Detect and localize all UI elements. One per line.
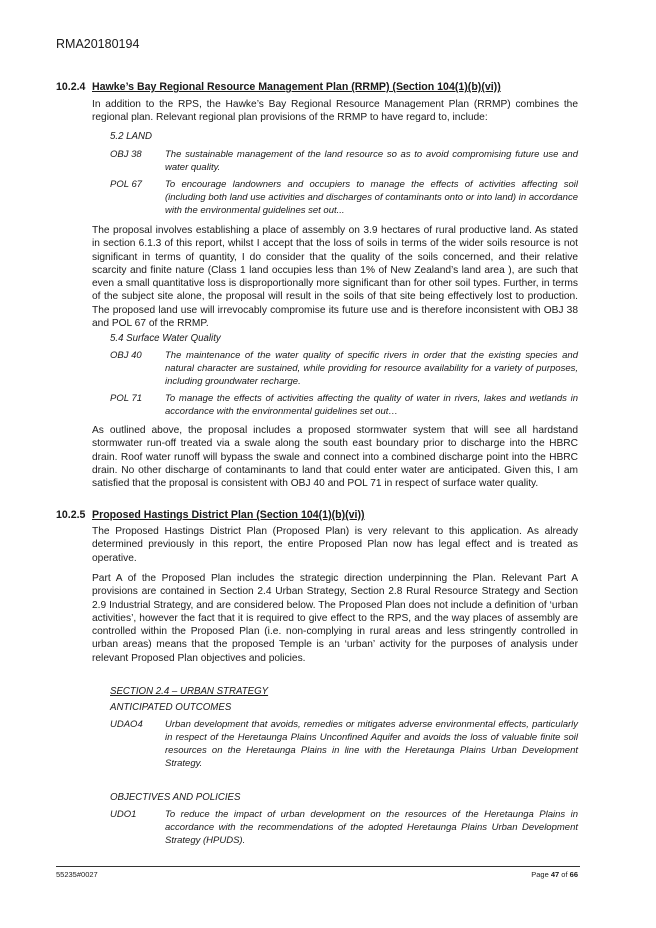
section-heading-10-2-5 [56,509,365,521]
provision-pol71 [110,392,578,418]
section-heading-10-2-4 [56,81,501,93]
section-title: Hawke’s Bay Regional Resource Management Plan (RRMP) (Section 104(1)(b)(vi)) [92,81,501,93]
footer-divider [56,866,580,867]
footer-document-ref: 55235#0027 [56,870,98,879]
provision-text: The sustainable management of the land resource so as to avoid compromising future use and water quality. [165,149,578,173]
district-plan-paragraph-1: The Proposed Hastings District Plan (Proposed Plan) is very relevant to this application. As already determined previously in this report, the entire Proposed Plan now has legal effect and is treated as operative. [92,526,578,564]
provision-code: UDO1 [110,809,137,820]
provision-obj38 [110,148,578,174]
subheading-objectives-policies: OBJECTIVES AND POLICIES [110,792,241,803]
rrmp-intro-paragraph: In addition to the RPS, the Hawke’s Bay Regional Resource Management Plan (RRMP) combines the regional plan. Relevant regional plan provisions of the RRMP to have regard to, include: [92,99,578,124]
document-id: RMA20180194 [56,37,140,51]
section-title: Proposed Hastings District Plan (Section 104(1)(b)(vi)) [92,509,365,521]
provision-text: The maintenance of the water quality of specific rivers in order that the existing species and natural character are sustained, while providing for resource availability for a variety of purposes, including groundwater recharge. [165,350,578,387]
provision-code: UDAO4 [110,719,143,730]
page-current: 47 [550,870,560,879]
footer-page-number [531,870,578,879]
subheading-surface-water: 5.4 Surface Water Quality [110,333,221,344]
provision-text: Urban development that avoids, remedies or mitigates adverse environmental effects, particularly in respect of the Heretaunga Plains Unconfined Aquifer and avoids the loss of valuable finite soil resources on the Heretaunga Plains in line with the Heretaunga Plains Urban Development Strategy. [165,719,578,769]
page-prefix: Page [531,870,549,879]
soils-paragraph: The proposal involves establishing a place of assembly on 3.9 hectares of rural productive land. As stated in section 6.1.3 of this report, whilst I accept that the loss of soils in terms of the wider soils resource is not significant in terms of quantity, I do consider that the quality of the soils concerned, and their relative scarcity and finite nature (Class 1 land occupies less than 1% of New Zealand’s land area ), are such that even a small quantitative loss is disproportionally more significant than for other soil types. Further, in terms of the subject site alone, the proposal will result in the soils of that site being effectively lost to production. The proposed land use will irrevocably compromise its future use and is therefore inconsistent with OBJ 38 and POL 67 of the RRMP. [92,225,578,330]
district-plan-paragraph-2: Part A of the Proposed Plan includes the strategic direction underpinning the Plan. Relevant Part A provisions are contained in Section 2.4 Urban Strategy, Section 2.8 Rural Resource Strategy and Section 2.9 Industrial Strategy, and are considered below. The Proposed Plan does not include a definition of ‘urban activities’, however the fact that it is required to give effect to the RPS, and the way places of assembly are controlled within the Proposed Plan (i.e. non-complying in rural areas and less stringently controlled in urban areas) means that the proposed Temple is an ‘urban’ activity for the purposes of analysis under relevant Proposed Plan objectives and policies. [92,573,578,664]
section-number: 10.2.5 [56,509,86,521]
provision-text: To reduce the impact of urban development on the resources of the Heretaunga Plains in accordance with the recommendations of the adopted Heretaunga Plains Urban Development Strategy (HPUDS). [165,809,578,846]
stormwater-paragraph: As outlined above, the proposal includes a proposed stormwater system that will see all hardstand stormwater run-off treated via a swale along the south east boundary prior to discharge into the HBRC drain. Roof water runoff will bypass the swale and connect into a combined discharge point into the HBRC drain. No other discharge of contaminants to land that could enter water are anticipated. Given this, I am satisfied that the proposal is consistent with OBJ 40 and POL 71 in respect of surface water quality. [92,425,578,490]
provision-udo1 [110,808,578,847]
provision-udao4 [110,718,578,770]
page-of: of [561,870,568,879]
subheading-land: 5.2 LAND [110,131,152,142]
provision-pol67 [110,178,578,217]
provision-code: OBJ 38 [110,149,142,160]
provision-text: To manage the effects of activities affecting the quality of water in rivers, lakes and wetlands in accordance with the environmental guidelines set out… [165,393,578,417]
provision-code: POL 71 [110,393,143,404]
subheading-anticipated-outcomes: ANTICIPATED OUTCOMES [110,702,232,713]
subheading-urban-strategy: SECTION 2.4 – URBAN STRATEGY [110,686,269,697]
page-total: 66 [569,870,578,879]
provision-code: OBJ 40 [110,350,142,361]
provision-obj40 [110,349,578,388]
section-number: 10.2.4 [56,81,86,93]
provision-text: To encourage landowners and occupiers to manage the effects of activities affecting soil (including both land use activities and discharges of contaminants onto or into land) in accordance with the environmental guidelines set out... [165,179,578,216]
provision-code: POL 67 [110,179,143,190]
